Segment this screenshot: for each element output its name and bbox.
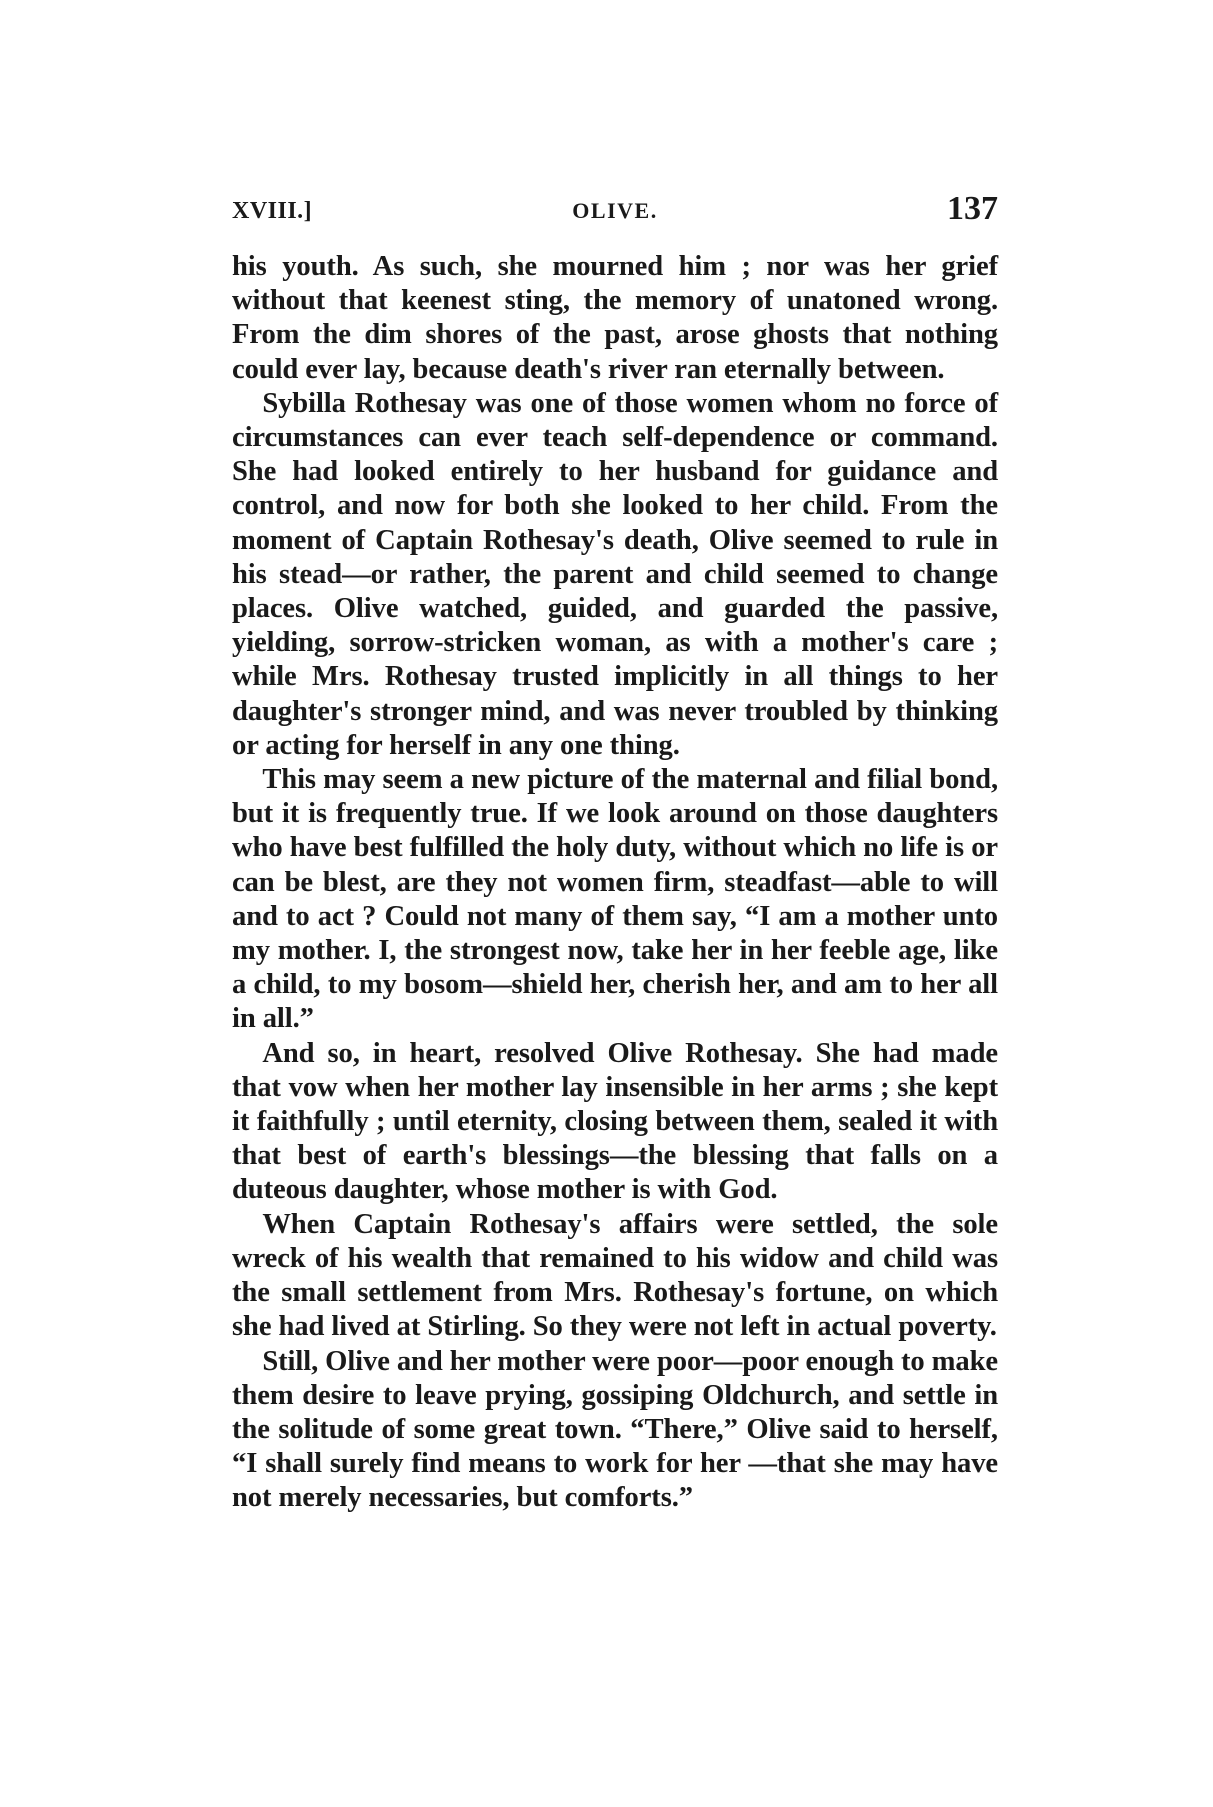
- running-title: OLIVE.: [572, 198, 658, 223]
- chapter-number: XVIII.]: [232, 198, 313, 224]
- running-head: [232, 190, 998, 238]
- page-number: 137: [947, 190, 998, 227]
- paragraph-continued: his youth. As such, she mourned him ; nor was her grief without that keenest sting, the memory of unatoned wrong. From the dim shores of the past, arose ghosts that nothing could ever lay, because death's river ran eternally between.: [232, 251, 998, 385]
- body-text: [232, 250, 998, 1516]
- paragraph: When Captain Rothesay's affairs were settled, the sole wreck of his wealth that remained to his widow and child was the small settlement from Mrs. Rothesay's fortune, on which she had lived at Stirling. So they were not left in actual poverty.: [232, 1208, 998, 1343]
- paragraph: This may seem a new picture of the maternal and filial bond, but it is frequently true. If we look around on those daughters who have best fulfilled the holy duty, without which no life is or can be blest, are they not women firm, steadfast—able to will and to act ? Could not many of them say, “I am a mother unto my mother. I, the strongest now, take her in her feeble age, like a child, to my bosom—shield her, cherish her, and am to her all in all.”: [232, 764, 998, 1035]
- paragraph: Sybilla Rothesay was one of those women whom no force of circumstances can ever teach self-dependence or command. She had looked entirely to her husband for guidance and control, and now for both she looked to her child. From the moment of Captain Rothesay's death, Olive seemed to rule in his stead—or rather, the parent and child seemed to change places. Olive watched, guided, and guarded the passive, yielding, sorrow-stricken woman, as with a mother's care ; while Mrs. Rothesay trusted implicitly in all things to her daughter's stronger mind, and was never troubled by thinking or acting for herself in any one thing.: [232, 387, 998, 761]
- paragraph: Still, Olive and her mother were poor—poor enough to make them desire to leave prying, gossiping Oldchurch, and settle in the solitude of some great town. “There,” Olive said to herself, “I shall surely find means to work for her —that she may have not merely necessaries, but comforts.”: [232, 1345, 998, 1514]
- paragraph: And so, in heart, resolved Olive Rothesay. She had made that vow when her mother lay insensible in her arms ; she kept it faithfully ; until eternity, closing between them, sealed it with that best of earth's blessings—the blessing that falls on a duteous daughter, whose mother is with God.: [232, 1037, 998, 1206]
